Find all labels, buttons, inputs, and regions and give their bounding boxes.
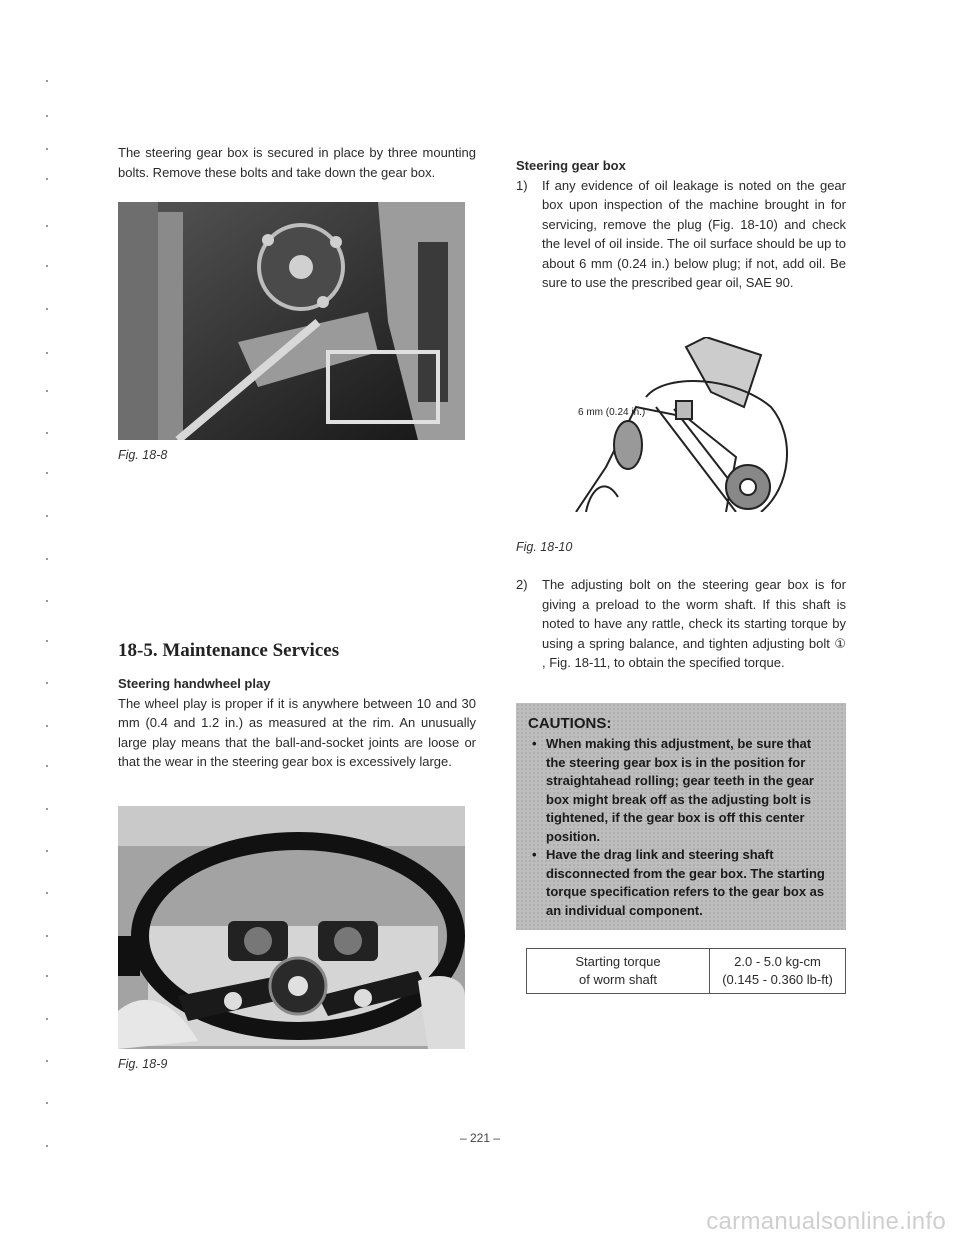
spec-label-cell: [527, 949, 710, 994]
step-1: [516, 176, 846, 293]
cautions-list: [528, 735, 834, 920]
right-column: [516, 143, 846, 994]
spec-row: [527, 949, 846, 994]
step-1-number: 1): [516, 177, 528, 193]
caution-item: • Have the drag link and steering shaft disconnected from the gear box. The starting torque specification refers to the gear box as an individual component.: [528, 846, 834, 920]
step-1-text: If any evidence of oil leakage is noted on the gear box upon inspection of the machine brought in for servicing, remove the plug (Fig. 18-10) and check the level of oil inside. The oil surface should be up to about 6 mm (0.24 in.) below plug; if not, add oil. Be sure to use the prescribed gear oil, SAE 90.: [542, 177, 846, 290]
page-number: – 221 –: [459, 1131, 501, 1145]
step-2: [516, 575, 846, 673]
spec-label-line-1: Starting torque: [575, 954, 661, 969]
section-title: 18-5. Maintenance Services: [118, 639, 340, 661]
fig-18-8-caption: Fig. 18-8: [118, 448, 168, 462]
cautions-title: CAUTIONS:: [528, 714, 612, 732]
caution-item: • When making this adjustment, be sure that the steering gear box is in the position for straightahead rolling; gear teeth in the gear box might break off as the adjusting bolt is tightened, if the gear box is off this center position.: [528, 735, 834, 846]
gearbox-heading: Steering gear box: [516, 158, 626, 173]
intro-paragraph: The steering gear box is secured in place by three mounting bolts. Remove these bolts and take down the gear box.: [118, 145, 476, 180]
step-2-number: 2): [516, 577, 528, 592]
margin-dots: [46, 60, 50, 1180]
step-2-text: The adjusting bolt on the steering gear box is for giving a preload to the worm shaft. If this shaft is noted to have any rattle, check its starting torque by using a spring balance, and tighten adjusting bolt ① , Fig. 18-11, to obtain the specified torque.: [542, 577, 846, 670]
diagram-label: 6 mm (0.24 in.): [578, 406, 646, 418]
handwheel-heading: Steering handwheel play: [118, 676, 271, 691]
fig-18-8-photo: [118, 202, 465, 440]
spec-value-line-1: 2.0 - 5.0 kg-cm: [734, 954, 821, 969]
fig-18-9-photo: [118, 806, 465, 1049]
gearbox-steps: [516, 176, 846, 293]
spec-label-line-2: of worm shaft: [578, 972, 658, 987]
left-column: [118, 143, 476, 1074]
gearbox-steps-2: [516, 575, 846, 673]
handwheel-paragraph: The wheel play is proper if it is anywhere between 10 and 30 mm (0.4 and 1.2 in.) as measured at the rim. An unusually large play means that the ball-and-socket joints are loose or that the wear in the steering gear box is excessively large.: [118, 695, 476, 769]
fig-18-10-caption: Fig. 18-10: [516, 539, 573, 554]
spec-value-line-2: (0.145 - 0.360 lb-ft): [722, 972, 833, 987]
cautions-box: [516, 703, 846, 931]
fig-18-9-caption: Fig. 18-9: [118, 1056, 168, 1071]
spec-value-cell: [710, 949, 846, 994]
fig-18-10-diagram: [536, 337, 806, 512]
watermark: carmanualsonline.info: [706, 1208, 946, 1235]
spec-table: [526, 948, 846, 994]
